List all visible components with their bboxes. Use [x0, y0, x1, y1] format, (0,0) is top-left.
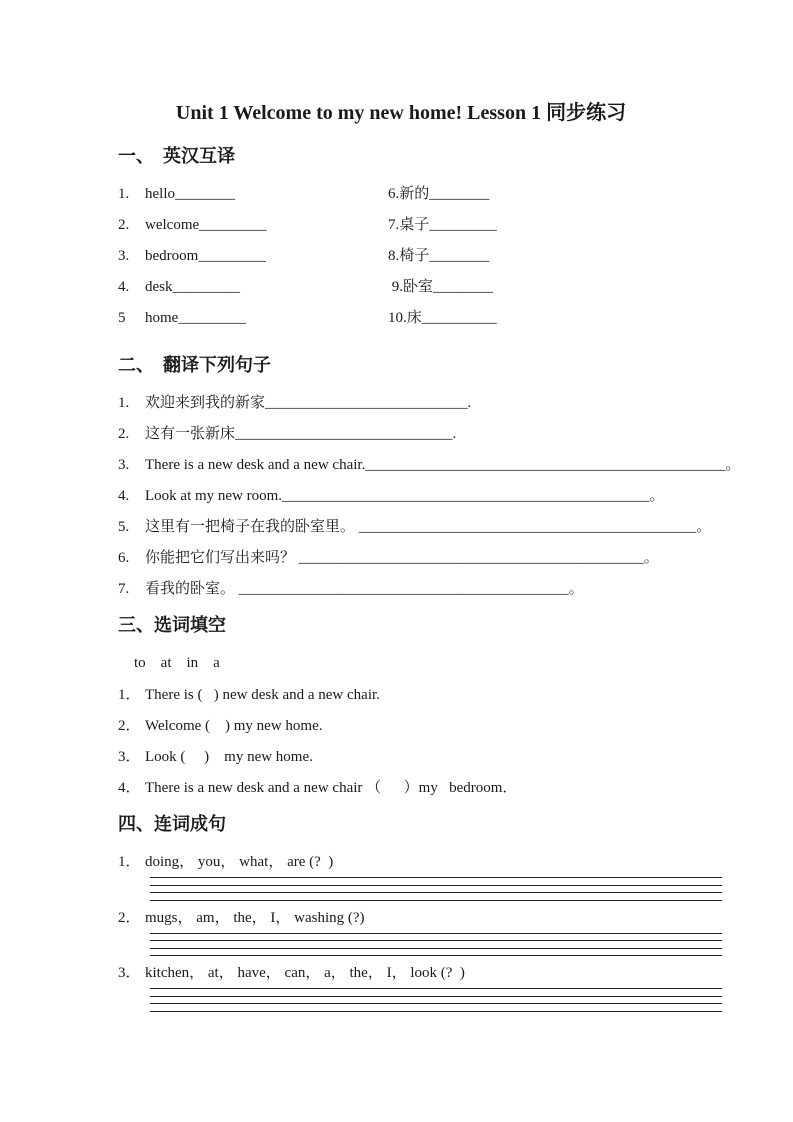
- word-with-blank: home_________: [145, 310, 246, 326]
- sentence-with-parens: Welcome ( ) my new home.: [145, 718, 323, 734]
- scrambled-words: [118, 852, 753, 872]
- item-number: 3.: [118, 457, 130, 473]
- handwriting-lines: [150, 988, 722, 1012]
- item-number: 5.: [118, 519, 130, 535]
- item-number: 3.: [118, 248, 130, 264]
- translation-grid: [118, 184, 753, 339]
- translation-column-english: [118, 184, 388, 339]
- make-sentence-item: [118, 963, 753, 1012]
- fill-blank-item: [118, 747, 753, 767]
- sentence-with-blank: 这里有一把椅子在我的卧室里。 _____________________________________________。: [145, 519, 712, 535]
- item-number: 2.: [118, 426, 130, 442]
- word-item: 7.桌子_________: [388, 217, 497, 233]
- item-number: 2．: [118, 718, 141, 734]
- sentence-with-blank: There is a new desk and a new chair.________________________________________________。: [145, 457, 741, 473]
- sentence-item: [118, 486, 753, 506]
- handwriting-lines: [150, 877, 722, 901]
- fill-blank-list: [118, 685, 753, 798]
- answer-line: [150, 877, 722, 878]
- sentence-with-parens: Look ( ) my new home.: [145, 749, 313, 765]
- word-list-text: kitchen， at， have， can， a， the， I， look (? ): [145, 965, 465, 981]
- word-item: 9.卧室________: [388, 279, 494, 295]
- sentence-with-blank: 欢迎来到我的新家___________________________.: [145, 395, 472, 411]
- sentence-with-blank: 看我的卧室。 ____________________________________________。: [145, 581, 584, 597]
- answer-line: [150, 933, 722, 934]
- worksheet-title: Unit 1 Welcome to my new home! Lesson 1 同步练习: [175, 102, 627, 124]
- item-number: 4．: [118, 780, 141, 796]
- word-with-blank: hello________: [145, 186, 235, 202]
- scrambled-words: [118, 908, 753, 928]
- word-item: [118, 308, 388, 328]
- item-number: 2.: [118, 217, 130, 233]
- fill-blank-item: [118, 778, 753, 798]
- word-item: [118, 184, 388, 204]
- section-2-heading: 二、 翻译下列句子: [118, 355, 271, 375]
- fill-blank-item: [118, 685, 753, 705]
- section-1-heading: 一、 英汉互译: [118, 146, 235, 166]
- scrambled-words: [118, 963, 753, 983]
- translation-column-chinese: [388, 184, 753, 339]
- sentence-with-parens: There is a new desk and a new chair （ ）my bedroom．: [145, 780, 518, 796]
- item-number: 6.: [118, 550, 130, 566]
- sentence-item: [118, 517, 753, 537]
- handwriting-lines: [150, 933, 722, 957]
- answer-line: [150, 1003, 722, 1004]
- sentence-item: [118, 424, 753, 444]
- word-with-blank: bedroom_________: [145, 248, 266, 264]
- answer-line: [150, 1011, 722, 1012]
- fill-blank-item: [118, 716, 753, 736]
- make-sentence-list: [118, 852, 753, 1012]
- sentence-with-blank: Look at my new room._________________________________________________。: [145, 488, 665, 504]
- make-sentence-item: [118, 908, 753, 957]
- item-number: 4.: [118, 279, 130, 295]
- item-number: 1.: [118, 395, 130, 411]
- answer-line: [150, 948, 722, 949]
- answer-line: [150, 892, 722, 893]
- item-number: 5: [118, 310, 126, 326]
- answer-line: [150, 955, 722, 956]
- item-number: 3．: [118, 965, 141, 981]
- sentence-with-blank: 这有一张新床_____________________________.: [145, 426, 457, 442]
- section-3-heading: 三、选词填空: [118, 615, 226, 635]
- item-number: 1.: [118, 186, 130, 202]
- sentence-with-blank: 你能把它们写出来吗？ ______________________________________________。: [145, 550, 659, 566]
- make-sentence-item: [118, 852, 753, 901]
- sentence-item: [118, 455, 753, 475]
- item-number: 2．: [118, 909, 141, 926]
- word-item: 10.床__________: [388, 310, 497, 326]
- word-item: 8.椅子________: [388, 248, 490, 264]
- sentence-with-parens: There is ( ) new desk and a new chair.: [145, 687, 380, 703]
- item-number: 3．: [118, 749, 141, 765]
- word-bank: to at in a: [134, 655, 220, 671]
- sentence-item: [118, 548, 753, 568]
- sentence-translation-list: [118, 393, 753, 599]
- word-with-blank: desk_________: [145, 279, 240, 295]
- item-number: 7.: [118, 581, 130, 597]
- item-number: 1．: [118, 687, 141, 703]
- answer-line: [150, 885, 722, 886]
- sentence-item: [118, 579, 753, 599]
- answer-line: [150, 996, 722, 997]
- word-list-text: doing， you， what， are (? ): [145, 854, 334, 870]
- answer-line: [150, 988, 722, 989]
- word-item: [118, 277, 388, 297]
- word-item: 6.新的________: [388, 186, 490, 202]
- answer-line: [150, 900, 722, 901]
- word-item: [118, 246, 388, 266]
- word-list-text: mugs， am， the， I， washing (?): [145, 909, 365, 926]
- section-4-heading: 四、连词成句: [118, 814, 226, 834]
- item-number: 1．: [118, 854, 141, 870]
- answer-line: [150, 940, 722, 941]
- word-with-blank: welcome_________: [145, 217, 267, 233]
- item-number: 4.: [118, 488, 130, 504]
- sentence-item: [118, 393, 753, 413]
- word-item: [118, 215, 388, 235]
